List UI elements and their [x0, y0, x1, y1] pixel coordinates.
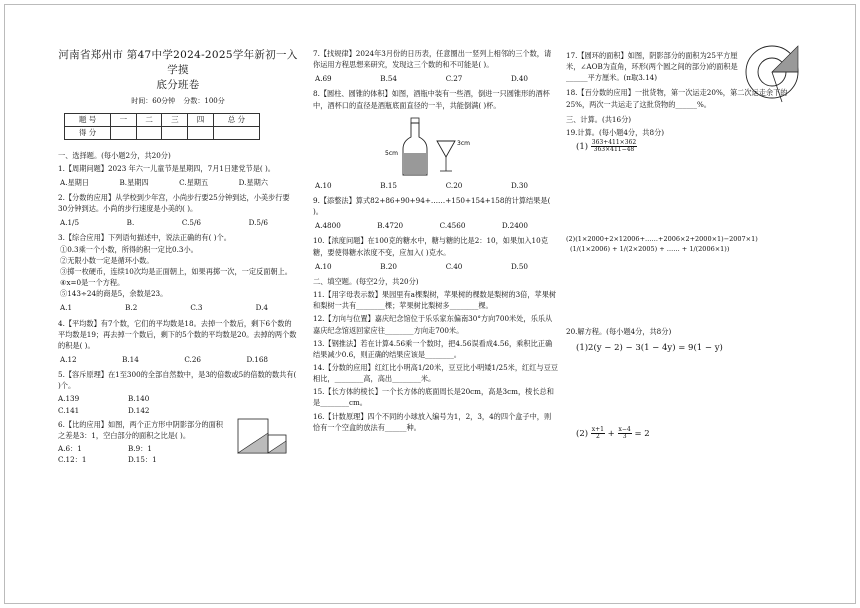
score-cell: 总 分	[213, 113, 259, 126]
option-a[interactable]: A.10	[315, 180, 332, 190]
option-b[interactable]: B.15	[380, 180, 398, 190]
part-label: (2)	[576, 428, 589, 439]
score-cell: 一	[111, 113, 137, 126]
question-text: 4.【平均数】有7个数，它们的平均数是18。去掉一个数后，剩下6个数的平均数是19；再去掉一个数后，剩下的5个数的平均数是20。去掉的两个数的积是( )。	[58, 318, 297, 350]
question-9	[313, 195, 558, 231]
column-middle	[313, 46, 558, 433]
option-c[interactable]: C.40	[445, 261, 463, 271]
title-line-1: 河南省郑州市 第47中学2024-2025学年新初一入学摸	[58, 49, 298, 77]
denominator: 2	[595, 432, 600, 440]
option-a[interactable]: A.139	[58, 394, 80, 404]
section-3-heading: 三、计算。(共16分)	[566, 114, 632, 124]
question-text: 9.【添整法】算式82+86+90+94+……+150+154+158的计算结果是( )。	[313, 195, 551, 217]
question-19-part-2	[566, 234, 806, 254]
title-line-2: 底分班卷	[156, 79, 200, 92]
column-right	[566, 48, 806, 441]
question-6	[58, 419, 298, 466]
options	[58, 217, 298, 228]
statement-2: ②无限小数一定是循环小数。	[60, 255, 154, 265]
ring-figure	[744, 42, 806, 104]
question-11: 11.【用字母表示数】果园里有a棵梨树，苹果树的棵数是梨树的3倍，苹果树和梨树一共有________棵；苹果树比梨树多________棵。	[313, 290, 557, 311]
option-c[interactable]: C.12：1	[58, 455, 87, 465]
glass-label: 3cm	[457, 139, 470, 147]
question-1	[58, 163, 298, 188]
statement-5: ⑤143÷24的商是5，余数是23。	[60, 289, 168, 299]
option-d[interactable]: D.5/6	[248, 218, 268, 228]
option-a[interactable]: A.4800	[315, 221, 341, 231]
option-c[interactable]: C.4560	[439, 221, 466, 231]
score-table-header-row	[65, 113, 260, 126]
option-d[interactable]: D.2400	[501, 221, 528, 231]
option-c[interactable]: C.5/6	[181, 218, 201, 228]
denominator: 3	[622, 432, 627, 440]
question-19-heading: 19.计算。(每小题4分，共8分)	[566, 127, 665, 137]
score-cell[interactable]	[162, 126, 188, 139]
question-text: 6.【比的应用】如图，两个正方形中阴影部分的面积之差是3：1，空白部分的面积之比是( )。	[58, 419, 223, 440]
question-text: 8.【圆柱、圆锥的体积】如图，酒瓶中装有一些酒，倒进一只圆锥形的酒杯中，酒杯口的直径是酒瓶底面直径的一半，共能倒满( )杯。	[313, 89, 550, 110]
option-c[interactable]: C.星期五	[179, 177, 209, 187]
option-d[interactable]: D.30	[511, 180, 528, 190]
question-text: 7.【找规律】2024年3月份的日历表，任意圈出一竖列上相邻的三个数，请你运用方程思想来研究，发现这三个数的和不可能是( )。	[313, 49, 552, 70]
option-b[interactable]: B.20	[380, 261, 398, 271]
option-d[interactable]: D.4	[255, 303, 268, 313]
score-cell[interactable]	[111, 126, 137, 139]
question-5	[58, 369, 298, 416]
option-d[interactable]: D.40	[511, 74, 528, 84]
options	[58, 302, 298, 313]
bottle-glass-figure	[385, 115, 475, 177]
question-text: 3.【综合应用】下列语句描述中，说法正确的有( )个。	[58, 233, 231, 243]
options	[58, 354, 298, 365]
question-14: 14.【分数的应用】红红比小明高1/20米，豆豆比小明矮1/25米，红红与豆豆相比，________高，高出________米。	[313, 362, 558, 384]
score-cell: 三	[162, 113, 188, 126]
question-15: 15.【长方体的棱长】一个长方体的底面周长是20cm，高是3cm，棱长总和是________cm。	[313, 387, 554, 408]
option-b[interactable]: B.140	[128, 394, 150, 404]
right-hand-side: = 2	[634, 428, 650, 439]
time-limit: 时间：60分钟	[131, 96, 176, 105]
option-b[interactable]: B.2	[125, 303, 138, 313]
option-d[interactable]: D.15：1	[128, 455, 157, 465]
statement-4: ④x=0是一个方程。	[60, 278, 125, 288]
fraction	[618, 427, 632, 440]
expression-numerator: (2)(1×2000+2×12006+……+2006×2+2000×1)−2007×1)	[566, 235, 758, 244]
question-16: 16.【计数原理】四个不同的小球放入编号为1，2，3，4的四个盒子中，则恰有一个空盒的放法有______种。	[313, 411, 552, 432]
option-a[interactable]: A.1	[60, 303, 73, 313]
question-4	[58, 318, 298, 366]
exam-meta	[58, 96, 298, 107]
option-a[interactable]: A.10	[315, 261, 332, 271]
option-b[interactable]: B.星期四	[119, 177, 149, 187]
squares-figure	[236, 417, 290, 457]
option-d[interactable]: D.142	[128, 405, 150, 415]
question-8	[313, 88, 558, 190]
score-cell[interactable]	[136, 126, 162, 139]
question-12: 12.【方向与位置】嘉庆纪念馆位于乐乐家东偏南30°方向700米处，乐乐从嘉庆纪念馆返回家应往________方向走700米。	[313, 314, 553, 335]
question-19-part-1	[566, 140, 806, 154]
numerator: x−4	[618, 425, 631, 433]
section-1-heading: 一、选择题。(每小题2分，共20分)	[58, 150, 171, 160]
question-2	[58, 192, 298, 228]
question-text: 5.【容斥原理】在1至300的全部自然数中，是3的倍数或5的倍数的数共有( )个。	[58, 370, 297, 391]
options	[58, 393, 298, 415]
score-table	[64, 113, 260, 140]
options	[58, 177, 298, 188]
question-3	[58, 232, 298, 313]
statement-3: ③掷一枚硬币，连续10次均是正面朝上，如果再掷一次，一定反面朝上。	[60, 266, 292, 276]
option-b[interactable]: B.4720	[377, 221, 404, 231]
numerator: x+1	[591, 425, 604, 433]
question-text: 2.【分数的应用】从学校到少年宫，小尚步行要25分钟到达，小美步行要30分钟到达。小尚的步行速度是小美的( )。	[58, 192, 290, 214]
numerator: 363+411×362	[591, 139, 637, 147]
score-cell[interactable]	[188, 126, 214, 139]
denominator: 363×411−48	[593, 146, 635, 154]
option-a[interactable]: A.6：1	[58, 444, 82, 454]
question-text: 10.【浓度问题】在100克的糖水中，糖与糖的比是2：10，如果加入10克糖，要使得糖水浓度不变，应加入( )克水。	[313, 236, 548, 257]
question-18: 18.【百分数的应用】一批货物，第一次运走20%，第二次运走余下的25%，两次一共运走了这批货物的______%。	[566, 88, 788, 109]
question-20-heading: 20.解方程。(每小题4分，共8分)	[566, 327, 672, 337]
options	[313, 261, 558, 272]
option-d[interactable]: D.星期六	[238, 177, 268, 187]
score-cell: 二	[136, 113, 162, 126]
question-text: 17.【圆环的面积】如图，阴影部分的面积为25平方厘米，∠AOB为直角，环形(两个圆之间的部分)的面积是______平方厘米。(π取3.14)	[566, 51, 738, 83]
option-a[interactable]: A.12	[60, 355, 77, 364]
question-17	[566, 50, 806, 83]
column-left	[58, 48, 298, 468]
option-a[interactable]: A.1/5	[60, 218, 80, 228]
option-a[interactable]: A.星期日	[60, 177, 90, 187]
score-cell: 题 号	[65, 113, 111, 126]
options	[313, 73, 558, 84]
question-10	[313, 235, 558, 271]
exam-title	[58, 48, 298, 94]
option-d[interactable]: D.168	[246, 355, 268, 364]
equation-2: (2) $\frac{x+1}{2}$ + $\frac{x-4}{3}$ = 2	[576, 425, 650, 440]
expression-denominator: (1/(1×2006) + 1/(2×2005) + …… + 1/(2006×1))	[570, 245, 730, 254]
option-c[interactable]: C.26	[184, 355, 201, 364]
option-b[interactable]: B.	[126, 218, 135, 228]
fraction	[591, 140, 637, 153]
option-b[interactable]: B.9：1	[128, 444, 152, 454]
score-cell[interactable]	[213, 126, 259, 139]
question-13: 13.【钢推法】若在计算4.56乘一个数时，把4.56误看成4.56，乘积比正确结果减少0.6，则正确的结果应该是________。	[313, 338, 553, 359]
option-c[interactable]: C.3	[190, 303, 203, 313]
question-text: 1.【周期问题】2023 年六一儿童节是星期四，7月1日建党节是( )。	[58, 163, 275, 173]
option-c[interactable]: C.141	[58, 405, 80, 415]
option-b[interactable]: B.54	[380, 74, 398, 84]
total-score: 分数：100分	[183, 96, 225, 105]
option-b[interactable]: B.14	[122, 355, 139, 364]
score-cell: 得 分	[65, 126, 111, 139]
part-label: (1)	[576, 142, 589, 153]
score-table-score-row	[65, 126, 260, 139]
fraction	[591, 427, 605, 440]
option-a[interactable]: A.69	[315, 74, 332, 84]
score-cell: 四	[188, 113, 214, 126]
statement-1: ①0.3乘一个小数，所得的积一定比0.3小。	[60, 244, 198, 254]
section-2-heading: 二、填空题。(每空2分，共20分)	[313, 276, 419, 286]
question-7	[313, 48, 558, 84]
option-d[interactable]: D.50	[511, 261, 528, 271]
equation-1: (1)2(y − 2) − 3(1 − 4y) = 9(1 − y)	[576, 342, 723, 353]
option-c[interactable]: C.27	[445, 74, 463, 84]
option-c[interactable]: C.20	[445, 180, 463, 190]
options	[313, 220, 558, 231]
options	[313, 180, 558, 191]
bottle-label: 5cm	[385, 149, 398, 157]
